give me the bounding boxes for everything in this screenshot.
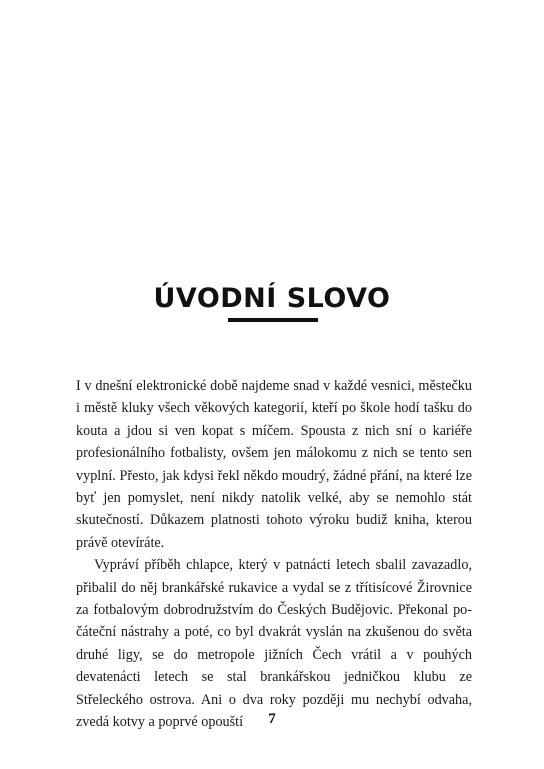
paragraph-2: Vypráví příběh chlapce, který v patnácti letech sbalil zavazadlo, přibalil do něj brankářské rukavice a vydal se z třítisícové Žirovnice za fotbalovým dobrodružstvím do Českých Budějovic. Překonal počáteční nástrahy a poté, co byl dvakrát vyslán na zkušenou do světa druhé ligy, se do metropole jižních Čech vrátil a v pouhých devatenácti letech se stal brankářskou jedničkou klubu ze Střeleckého ostrova. Ani o dva roky později mu nechybí odvaha, zvedá kotvy a poprvé opouští <box>76 557 472 731</box>
paragraph-1: I v dnešní elektronické době najdeme snad v každé vesnici, městečku i městě kluky všech věkových kategorií, kteří po škole hodí tašku do kouta a jdou si ven kopat s míčem. Spousta z nich sní o kariéře profesionálního fotbalisty, ovšem jen málokomu z nich se tento sen vyplní. Přesto, jak kdysi řekl někdo moudrý, žádné přání, na které lze byť jen pomyslet, není nikdy natolik velké, aby se nemohlo stát skutečností. Důkazem platnosti tohoto výroku budiž kniha, kterou právě otevíráte. <box>76 378 472 551</box>
title-underline-rule <box>228 318 318 322</box>
chapter-title: ÚVODNÍ SLOVO <box>153 283 391 314</box>
page-number: 7 <box>268 711 276 727</box>
body-text <box>76 375 472 734</box>
